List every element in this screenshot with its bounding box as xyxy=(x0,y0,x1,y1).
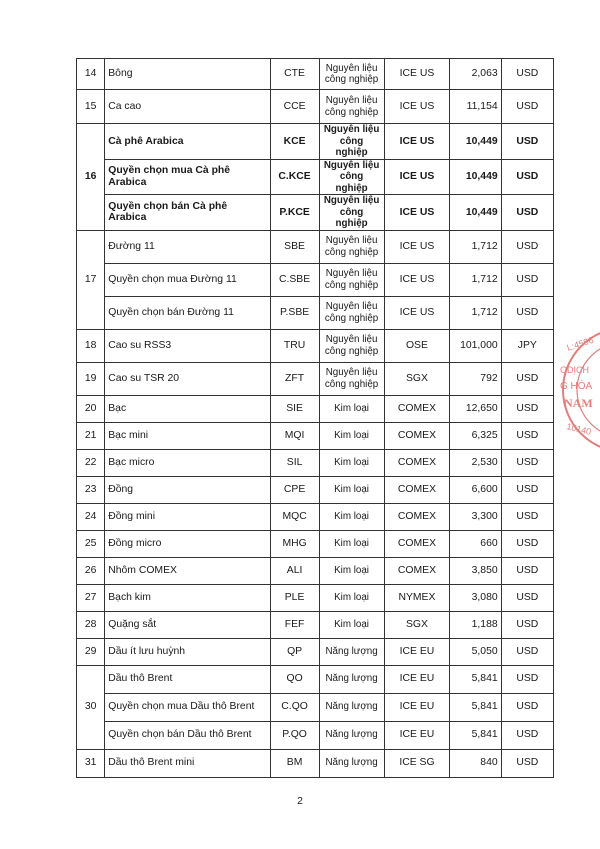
cell-exchange: ICE US xyxy=(384,59,450,90)
cell-stt: 24 xyxy=(77,503,105,530)
cell-code: CTE xyxy=(270,59,319,90)
cell-code: SIL xyxy=(270,449,319,476)
cell-exchange: COMEX xyxy=(384,530,450,557)
table-row xyxy=(77,230,554,263)
cell-name: Đồng xyxy=(105,476,270,503)
cell-name: Cao su RSS3 xyxy=(105,329,270,362)
cell-code: TRU xyxy=(270,329,319,362)
cell-group: Năng lượng xyxy=(319,749,384,777)
cell-stt: 21 xyxy=(77,422,105,449)
cell-currency: USD xyxy=(501,263,553,296)
stamp-text-3: G HÓA xyxy=(560,381,593,392)
cell-currency: USD xyxy=(501,159,553,195)
cell-code: MHG xyxy=(270,530,319,557)
cell-group: Nguyên liệu công nghiệp xyxy=(319,90,384,124)
table-row xyxy=(77,638,554,665)
cell-exchange: NYMEX xyxy=(384,584,450,611)
table-row xyxy=(77,693,554,721)
table-row xyxy=(77,195,554,231)
cell-exchange: COMEX xyxy=(384,449,450,476)
cell-exchange: ICE EU xyxy=(384,665,450,693)
table-row xyxy=(77,749,554,777)
cell-stt: 19 xyxy=(77,362,105,395)
cell-stt: 31 xyxy=(77,749,105,777)
cell-margin: 5,050 xyxy=(450,638,501,665)
cell-currency: USD xyxy=(501,395,553,422)
cell-group: Năng lượng xyxy=(319,693,384,721)
cell-currency: USD xyxy=(501,195,553,231)
cell-stt: 22 xyxy=(77,449,105,476)
cell-name: Ca cao xyxy=(105,90,270,124)
cell-margin: 5,841 xyxy=(450,665,501,693)
cell-name: Bạc xyxy=(105,395,270,422)
cell-margin: 10,449 xyxy=(450,159,501,195)
cell-code: BM xyxy=(270,749,319,777)
cell-margin: 1,712 xyxy=(450,230,501,263)
cell-margin: 10,449 xyxy=(450,195,501,231)
cell-margin: 11,154 xyxy=(450,90,501,124)
cell-margin: 660 xyxy=(450,530,501,557)
cell-group: Năng lượng xyxy=(319,721,384,749)
cell-exchange: ICE US xyxy=(384,195,450,231)
cell-currency: USD xyxy=(501,362,553,395)
cell-currency: USD xyxy=(501,503,553,530)
cell-group: Kim loại xyxy=(319,557,384,584)
cell-name: Dầu thô Brent xyxy=(105,665,270,693)
cell-name: Dầu ít lưu huỳnh xyxy=(105,638,270,665)
table-row xyxy=(77,503,554,530)
table-row xyxy=(77,422,554,449)
cell-name: Đồng micro xyxy=(105,530,270,557)
cell-currency: USD xyxy=(501,749,553,777)
cell-currency: USD xyxy=(501,476,553,503)
cell-stt: 15 xyxy=(77,90,105,124)
cell-exchange: ICE EU xyxy=(384,693,450,721)
table-row xyxy=(77,449,554,476)
cell-name: Đồng mini xyxy=(105,503,270,530)
table-row xyxy=(77,530,554,557)
cell-margin: 12,650 xyxy=(450,395,501,422)
cell-code: SIE xyxy=(270,395,319,422)
table-row xyxy=(77,395,554,422)
cell-exchange: COMEX xyxy=(384,503,450,530)
cell-exchange: ICE US xyxy=(384,90,450,124)
table-row xyxy=(77,476,554,503)
cell-margin: 10,449 xyxy=(450,124,501,160)
cell-group: Kim loại xyxy=(319,584,384,611)
cell-exchange: COMEX xyxy=(384,422,450,449)
cell-stt: 30 xyxy=(77,665,105,749)
cell-margin: 5,841 xyxy=(450,693,501,721)
stamp-graphic xyxy=(560,328,600,452)
cell-group: Kim loại xyxy=(319,395,384,422)
cell-group: Năng lượng xyxy=(319,638,384,665)
cell-exchange: COMEX xyxy=(384,557,450,584)
cell-name: Bông xyxy=(105,59,270,90)
cell-name: Cà phê Arabica xyxy=(105,124,270,160)
cell-stt: 23 xyxy=(77,476,105,503)
cell-margin: 840 xyxy=(450,749,501,777)
cell-stt: 25 xyxy=(77,530,105,557)
cell-code: C.KCE xyxy=(270,159,319,195)
stamp-text-1: L:4596 xyxy=(565,334,595,353)
cell-exchange: ICE EU xyxy=(384,721,450,749)
table-row xyxy=(77,721,554,749)
cell-name: Quyền chọn bán Cà phê Arabica xyxy=(105,195,270,231)
cell-currency: USD xyxy=(501,90,553,124)
cell-stt: 26 xyxy=(77,557,105,584)
cell-stt: 14 xyxy=(77,59,105,90)
cell-currency: USD xyxy=(501,638,553,665)
cell-name: Dầu thô Brent mini xyxy=(105,749,270,777)
cell-stt: 29 xyxy=(77,638,105,665)
cell-stt: 16 xyxy=(77,124,105,231)
cell-group: Nguyên liệu công nghiệp xyxy=(319,159,384,195)
cell-code: SBE xyxy=(270,230,319,263)
cell-currency: USD xyxy=(501,124,553,160)
cell-group: Kim loại xyxy=(319,503,384,530)
cell-currency: USD xyxy=(501,693,553,721)
cell-currency: USD xyxy=(501,665,553,693)
table-row xyxy=(77,263,554,296)
cell-currency: USD xyxy=(501,449,553,476)
cell-group: Nguyên liệu công nghiệp xyxy=(319,296,384,329)
stamp-text-4: NAM xyxy=(564,396,593,410)
cell-margin: 3,850 xyxy=(450,557,501,584)
cell-currency: JPY xyxy=(501,329,553,362)
cell-margin: 2,530 xyxy=(450,449,501,476)
cell-stt: 18 xyxy=(77,329,105,362)
cell-name: Quyền chọn bán Dầu thô Brent xyxy=(105,721,270,749)
cell-exchange: ICE US xyxy=(384,124,450,160)
margin-table xyxy=(76,58,554,778)
table-row xyxy=(77,557,554,584)
cell-margin: 792 xyxy=(450,362,501,395)
cell-exchange: SGX xyxy=(384,611,450,638)
cell-exchange: ICE EU xyxy=(384,638,450,665)
cell-code: QP xyxy=(270,638,319,665)
cell-exchange: OSE xyxy=(384,329,450,362)
cell-margin: 3,300 xyxy=(450,503,501,530)
table-row xyxy=(77,59,554,90)
cell-group: Kim loại xyxy=(319,530,384,557)
table-row xyxy=(77,362,554,395)
cell-code: FEF xyxy=(270,611,319,638)
table-row xyxy=(77,584,554,611)
cell-group: Kim loại xyxy=(319,422,384,449)
cell-currency: USD xyxy=(501,230,553,263)
cell-code: ALI xyxy=(270,557,319,584)
company-stamp xyxy=(560,315,600,465)
cell-stt: 17 xyxy=(77,230,105,329)
cell-group: Nguyên liệu công nghiệp xyxy=(319,263,384,296)
cell-name: Đường 11 xyxy=(105,230,270,263)
table-row xyxy=(77,90,554,124)
cell-group: Nguyên liệu công nghiệp xyxy=(319,59,384,90)
cell-margin: 6,600 xyxy=(450,476,501,503)
cell-group: Kim loại xyxy=(319,611,384,638)
table-row xyxy=(77,665,554,693)
cell-margin: 1,712 xyxy=(450,263,501,296)
cell-margin: 5,841 xyxy=(450,721,501,749)
cell-code: ZFT xyxy=(270,362,319,395)
cell-code: P.SBE xyxy=(270,296,319,329)
cell-group: Kim loại xyxy=(319,449,384,476)
cell-name: Bạc mini xyxy=(105,422,270,449)
cell-name: Nhôm COMEX xyxy=(105,557,270,584)
cell-code: C.SBE xyxy=(270,263,319,296)
cell-name: Quặng sắt xyxy=(105,611,270,638)
cell-name: Quyền chọn mua Đường 11 xyxy=(105,263,270,296)
cell-code: CCE xyxy=(270,90,319,124)
cell-margin: 1,188 xyxy=(450,611,501,638)
cell-group: Nguyên liệu công nghiệp xyxy=(319,195,384,231)
cell-code: QO xyxy=(270,665,319,693)
cell-group: Nguyên liệu công nghiệp xyxy=(319,230,384,263)
table-row xyxy=(77,611,554,638)
stamp-text-5: 10140 xyxy=(565,421,593,437)
table-row xyxy=(77,124,554,160)
cell-name: Quyền chọn bán Đường 11 xyxy=(105,296,270,329)
cell-group: Nguyên liệu công nghiệp xyxy=(319,329,384,362)
cell-group: Nguyên liệu công nghiệp xyxy=(319,124,384,160)
cell-code: CPE xyxy=(270,476,319,503)
cell-code: C.QO xyxy=(270,693,319,721)
cell-name: Quyền chọn mua Dầu thô Brent xyxy=(105,693,270,721)
cell-currency: USD xyxy=(501,422,553,449)
cell-name: Bạc micro xyxy=(105,449,270,476)
cell-group: Năng lượng xyxy=(319,665,384,693)
cell-exchange: ICE US xyxy=(384,230,450,263)
cell-code: MQI xyxy=(270,422,319,449)
cell-code: KCE xyxy=(270,124,319,160)
cell-margin: 101,000 xyxy=(450,329,501,362)
cell-group: Nguyên liệu công nghiệp xyxy=(319,362,384,395)
cell-name: Cao su TSR 20 xyxy=(105,362,270,395)
cell-stt: 28 xyxy=(77,611,105,638)
table-row xyxy=(77,159,554,195)
table-row xyxy=(77,296,554,329)
cell-exchange: ICE US xyxy=(384,159,450,195)
cell-exchange: ICE US xyxy=(384,263,450,296)
cell-currency: USD xyxy=(501,584,553,611)
table-row xyxy=(77,329,554,362)
cell-stt: 20 xyxy=(77,395,105,422)
cell-currency: USD xyxy=(501,557,553,584)
cell-code: P.KCE xyxy=(270,195,319,231)
cell-exchange: SGX xyxy=(384,362,450,395)
cell-exchange: COMEX xyxy=(384,476,450,503)
cell-code: P.QO xyxy=(270,721,319,749)
cell-exchange: ICE US xyxy=(384,296,450,329)
cell-currency: USD xyxy=(501,59,553,90)
cell-stt: 27 xyxy=(77,584,105,611)
cell-margin: 6,325 xyxy=(450,422,501,449)
cell-exchange: ICE SG xyxy=(384,749,450,777)
cell-margin: 3,080 xyxy=(450,584,501,611)
cell-currency: USD xyxy=(501,721,553,749)
cell-currency: USD xyxy=(501,611,553,638)
cell-name: Bạch kim xyxy=(105,584,270,611)
cell-margin: 1,712 xyxy=(450,296,501,329)
cell-exchange: COMEX xyxy=(384,395,450,422)
stamp-text-2: ODỊCH xyxy=(560,365,589,375)
page-number: 2 xyxy=(297,795,303,807)
cell-margin: 2,063 xyxy=(450,59,501,90)
cell-code: PLE xyxy=(270,584,319,611)
cell-code: MQC xyxy=(270,503,319,530)
cell-currency: USD xyxy=(501,530,553,557)
cell-name: Quyền chọn mua Cà phê Arabica xyxy=(105,159,270,195)
cell-currency: USD xyxy=(501,296,553,329)
cell-group: Kim loại xyxy=(319,476,384,503)
